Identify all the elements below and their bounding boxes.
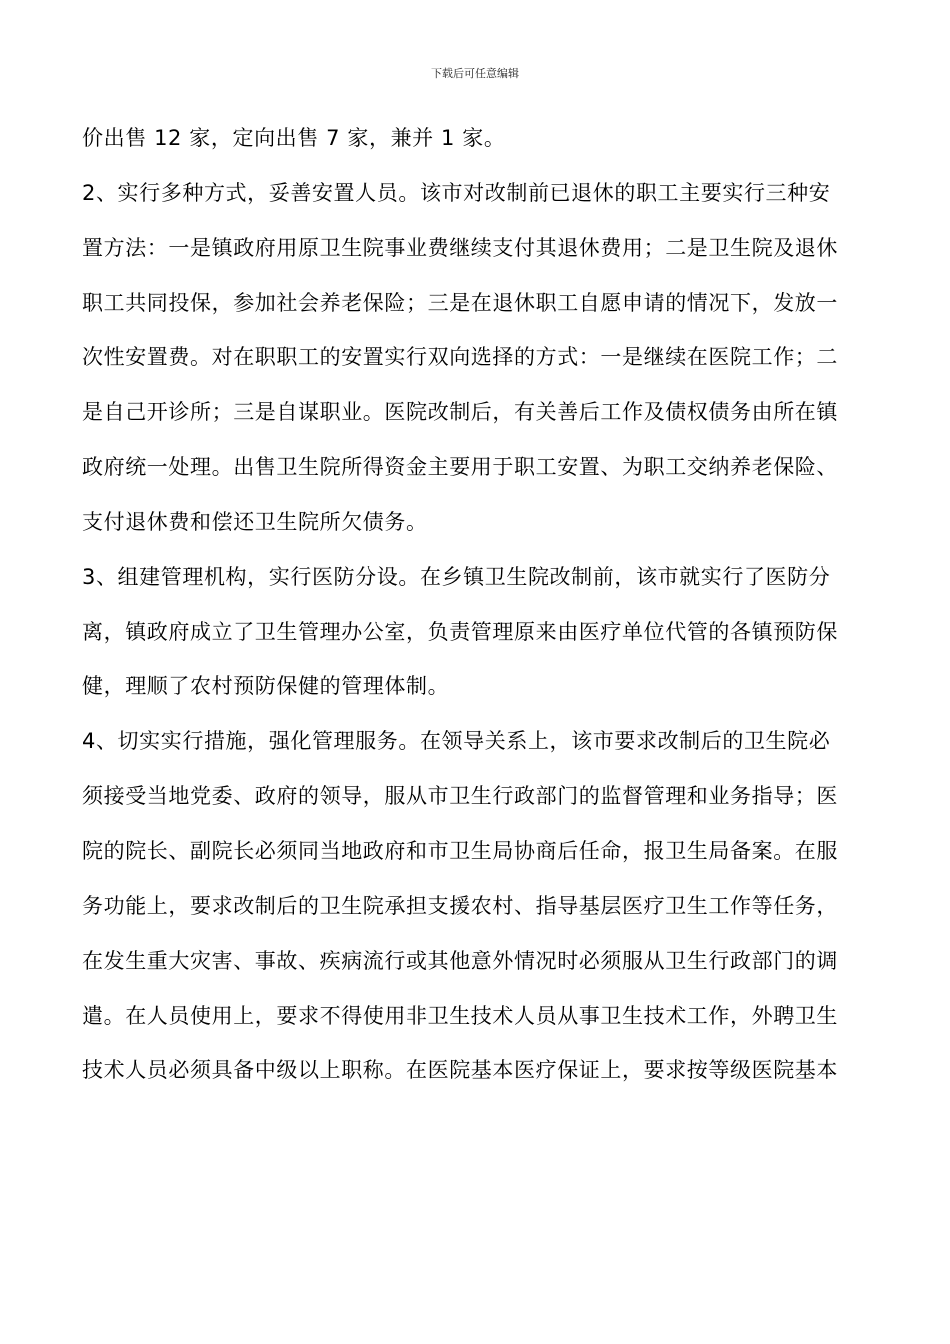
text-line: 2、实行多种方式，妥善安置人员。该市对改制前已退休的职工主要实行三种安 [82, 180, 831, 205]
text-line: 次性安置费。对在职职工的安置实行双向选择的方式：一是继续在医院工作；二 [82, 345, 838, 370]
page-header: 下载后可任意编辑 [431, 67, 519, 80]
text-line: 务功能上，要求改制后的卫生院承担支援农村、指导基层医疗卫生工作等任务， [82, 893, 838, 918]
text-line: 支付退休费和偿还卫生院所欠债务。 [82, 509, 428, 534]
text-line: 离，镇政府成立了卫生管理办公室，负责管理原来由医疗单位代管的各镇预防保 [82, 619, 838, 644]
text-line: 须接受当地党委、政府的领导，服从市卫生行政部门的监督管理和业务指导；医 [82, 784, 838, 809]
text-line: 在发生重大灾害、事故、疾病流行或其他意外情况时必须服从卫生行政部门的调 [82, 948, 838, 973]
text-line: 遣。在人员使用上，要求不得使用非卫生技术人员从事卫生技术工作，外聘卫生 [82, 1003, 838, 1028]
text-line: 健，理顺了农村预防保健的管理体制。 [82, 674, 450, 699]
text-line: 政府统一处理。出售卫生院所得资金主要用于职工安置、为职工交纳养老保险、 [82, 455, 838, 480]
text-line: 置方法：一是镇政府用原卫生院事业费继续支付其退休费用；二是卫生院及退休 [82, 235, 838, 260]
text-line: 3、组建管理机构，实行医防分设。在乡镇卫生院改制前，该市就实行了医防分 [82, 564, 831, 589]
text-line: 价出售 12 家，定向出售 7 家，兼并 1 家。 [82, 126, 506, 150]
text-line: 技术人员必须具备中级以上职称。在医院基本医疗保证上，要求按等级医院基本 [82, 1058, 838, 1083]
text-line: 院的院长、副院长必须同当地政府和市卫生局协商后任命，报卫生局备案。在服 [82, 838, 838, 863]
text-line: 职工共同投保，参加社会养老保险；三是在退休职工自愿申请的情况下，发放一 [82, 290, 838, 315]
document-body [82, 116, 872, 1103]
text-line: 4、切实实行措施，强化管理服务。在领导关系上，该市要求改制后的卫生院必 [82, 729, 831, 754]
text-line: 是自己开诊所；三是自谋职业。医院改制后，有关善后工作及债权债务由所在镇 [82, 400, 838, 425]
